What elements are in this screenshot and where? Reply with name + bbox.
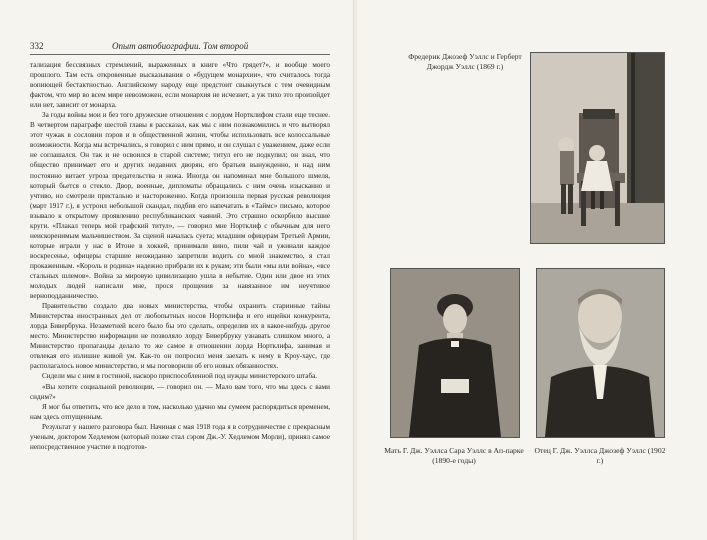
caption-top: Фредерик Джозеф Уэллс и Герберт Джордж Уэллс (1869 г.) <box>408 52 522 71</box>
paragraph: Результат у нашего разговора был. Начиная с мая 1918 года я в сотрудничестве с прекрасным ученым, доктором Хедлемом (который позже стал сэром Дж.-У. Хедлемом Морли), принял самое непосредственное участие в подготов- <box>30 422 330 451</box>
page-number: 332 <box>30 41 44 51</box>
book-gutter <box>353 0 357 540</box>
caption-bottom-left: Мать Г. Дж. Уэллса Сара Уэллс в Ап-парке (1890-е годы) <box>384 446 524 465</box>
paragraph: За годы войны мои и без того дружеские отношения с лордом Нортклифом стали еще теснее. В четвертом параграфе шестой главы я рассказал, как мы с ним познакомились и что вытворял этот чужак в сословии пэров и в общественной жизни, чтобы использовать все колоссальные возможности. Когда мы встречались, я говорил с ним прямо, и он слушал с уважением, даже если не соглашался. Он так и не освоился в старой системе; титул его не подкупил; он знал, что общество принимает его и других недавних дворян, его братьев вынужденно, и над ним постоянно витает угроза предательства и ножа. Иногда он напоминал мне большого шмеля, который бьется о стекло. Двор, военные, дипломаты обращались с ним очень изысканно и учтиво, но смотрели пристально и настороженно. Когда произошла первая русская революция (март 1917 г.), я устроил небольшой скандал, подбив его напечатать в «Таймс» письмо, которое взывало к открытому проявлению республиканских чаяний. Это страшно оскорбило высшие круги. «Плакал теперь мой графский титул», — говорил мне Нортклиф с обычным для него неискоренимым мальчишеством. За сценой началась суета; младшим офицерам Третьей Армии, которые играли у нас в Итоне в хоккей, принимали вино, пили чай и ужинали каждое воскресенье, офицеры старшие неожиданно запретили водить со мной знакомство, я стал прокаженным. «Король и родина» надежно прибрали их к рукам; эти были «мы или война», «все стальных шлемов». Война за мировую цивилизацию ушла в небытие. Один или двое из этих молодых людей написали мне, прося прощения за навязанное им неучтивое верноподданничество. <box>30 111 330 301</box>
caption-bottom-right: Отец Г. Дж. Уэллса Джозеф Уэллс (1902 г.) <box>534 446 666 465</box>
photo-wells-brothers <box>530 52 665 244</box>
paragraph: тализация бессвязных стремлений, выраженных в книге «Что грядет?», и вообще моего прошлого. Там есть откровенные высказывания о «будущем монархии», что считалось тогда вопиющей бестактностью. Английскому народу еще предстоит свыкнуться с тем очевидным фактом, что мир во всем мире невозможен, если монархия не исчезнет, а уж тихо это произойдет или нет, зависит от монарха. <box>30 61 330 110</box>
running-title: Опыт автобиографии. Том второй <box>112 41 249 51</box>
photo-joseph-wells <box>536 268 665 438</box>
body-text <box>30 60 330 452</box>
paragraph: Сидели мы с ним в гостиной, наскоро приспособленной под нужды министерского штаба. <box>42 372 318 381</box>
paragraph: Правительство создало два новых министерства, чтобы охранить старинные тайны Министерства иностранных дел от любопытных носов Нортклифа и его ищейки конкурента, лорда Бивербрука. Незаметней всего было бы это сделать, определив их в какое-нибудь другое место. Министерство информации не позволяло лорду Бивербруку узнавать слишком много, а Министерство пропаганды делало то же самое в отношении лорда Нортклифа, занимая и отвлекая его излишне живой ум. Как-то он попросил меня заехать к нему в Кроу-хаус, где располагалось новое министерство, и мы поговорили об его новых обязанностях. <box>30 302 330 371</box>
running-head <box>30 40 330 55</box>
paragraph: «Вы хотите социальной революции, — говорил он. — Мало вам того, что мы здесь с вами сидим?» <box>30 382 330 401</box>
right-page <box>360 0 707 540</box>
paragraph: Я мог бы ответить, что все дело в том, насколько удачно мы сумеем распорядиться временем, нам здесь отпущенным. <box>30 402 330 421</box>
photo-sarah-wells <box>390 268 520 438</box>
